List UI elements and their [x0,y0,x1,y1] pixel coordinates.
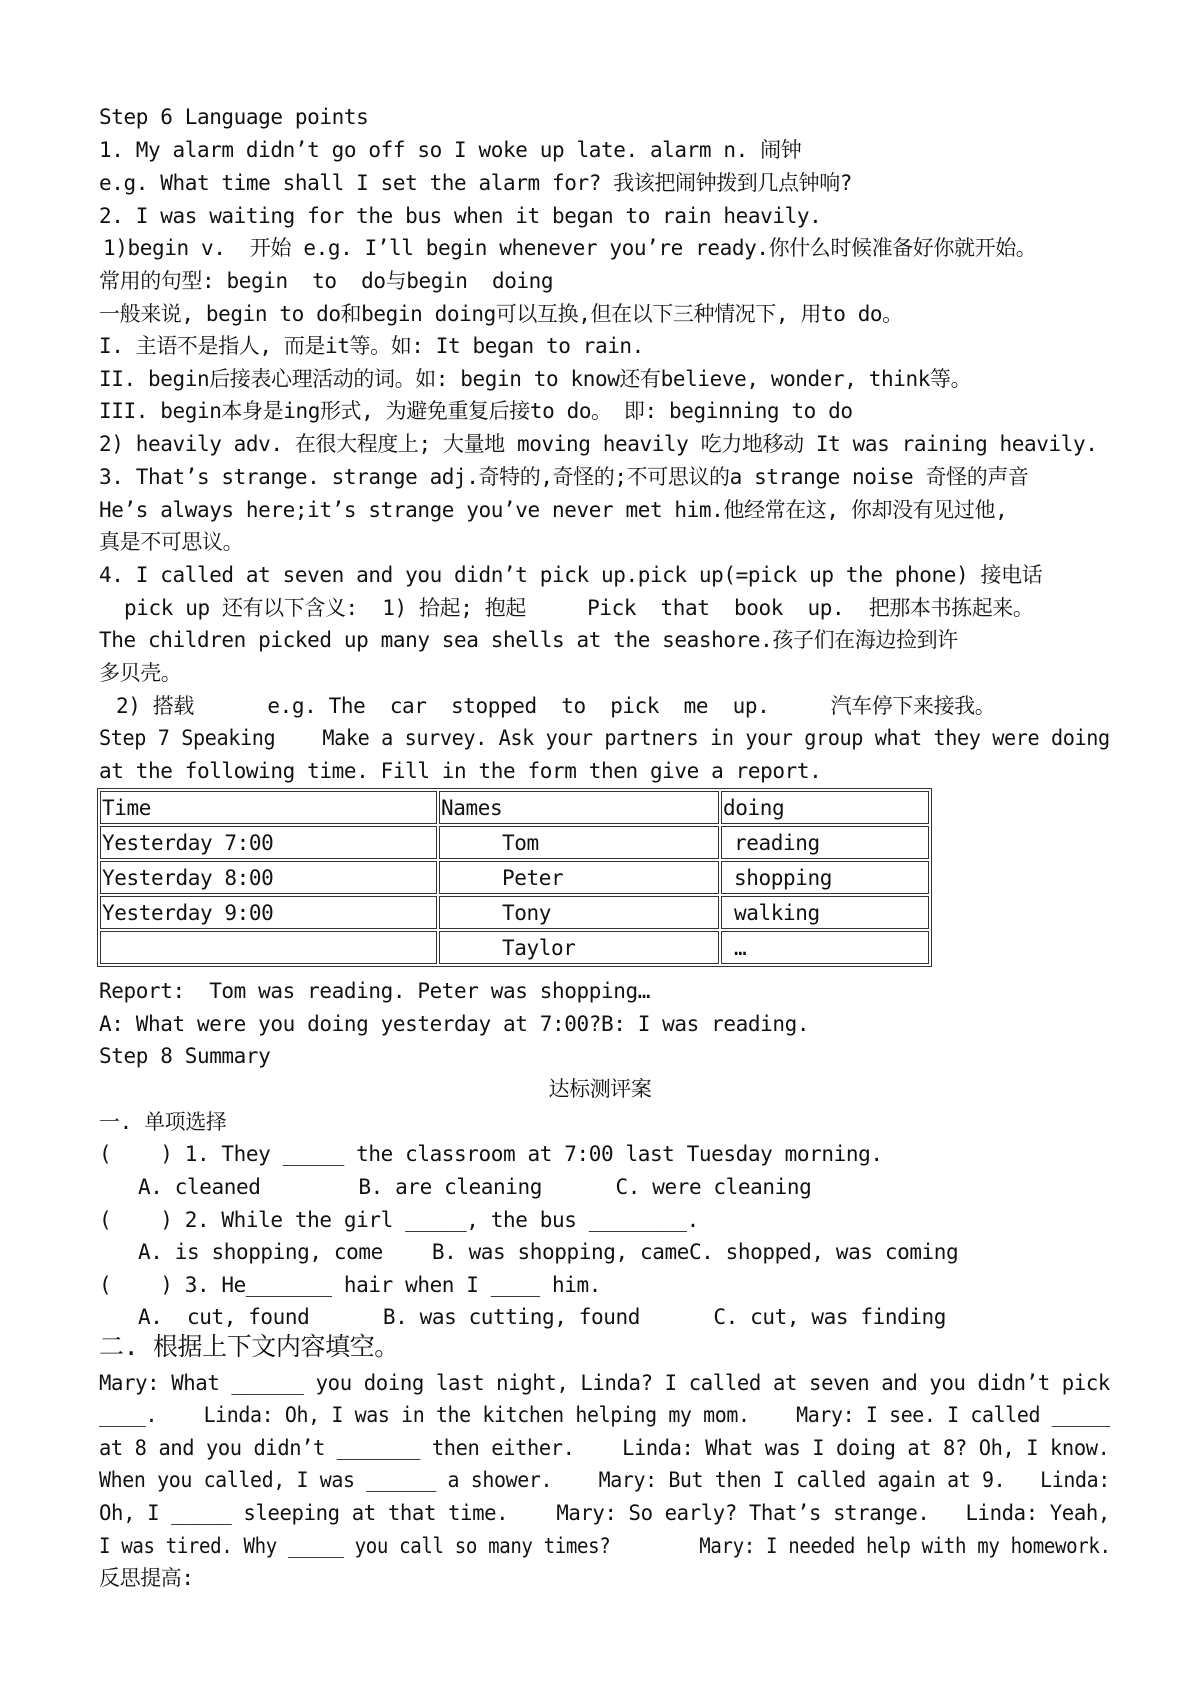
rule-ii: II. begin后接表心理活动的词。如: begin to know还有believe, wonder, think等。 [99,367,972,391]
fill-passage-line: at 8 and you didn’t _______ then either. Linda: What was I doing at 8? Oh, I know. [99,1436,1110,1460]
cell-doing: shopping [721,861,929,894]
fill-passage-line: Mary: What ______ you doing last night, Linda? I called at seven and you didn’t pick [99,1371,1110,1395]
test-title: 达标测评案 [548,1077,652,1101]
cell-name: Tony [439,896,719,929]
section1-title: 一. 单项选择 [99,1110,227,1134]
point1-example: e.g. What time shall I set the alarm for? 我该把闹钟拨到几点钟响? [99,171,853,195]
step6-heading: Step 6 Language points [99,105,369,129]
point3-example: He’s always here;it’s strange you’ve never met him.他经常在这, 你却没有见过他, [99,498,1008,522]
cell-name: Peter [439,861,719,894]
mc-question-1: ( ) 1. They _____ the classroom at 7:00 last Tuesday morning. [99,1142,883,1166]
fill-passage-line: Oh, I _____ sleeping at that time. Mary: So early? That’s strange. Linda: Yeah, [99,1501,1110,1525]
step7-text: Step 7 Speaking Make a survey. Ask your partners in your group what they were doing [99,726,1110,750]
cell-time: Yesterday 7:00 [100,826,437,859]
cell-name: Taylor [439,931,719,964]
point4-example-cont: 多贝壳。 [99,661,182,685]
cell-doing: walking [721,896,929,929]
table-row [100,861,929,894]
report-line: Report: Tom was reading. Peter was shopping… [99,979,650,1003]
cell-name: Tom [439,826,719,859]
pattern-line: 常用的句型: begin to do与begin doing [99,269,554,293]
dialogue-line: A: What were you doing yesterday at 7:00?B: I was reading. [99,1012,810,1036]
fill-passage-line: ____. Linda: Oh, I was in the kitchen helping my mom. Mary: I see. I called _____ [99,1403,1110,1427]
header-doing: doing [721,791,929,824]
mc-question-2: ( ) 2. While the girl _____, the bus ________. [99,1208,699,1232]
point2-text: 2. I was waiting for the bus when it began to rain heavily. [99,204,822,228]
point4-text: 4. I called at seven and you didn’t pick up.pick up(=pick up the phone) 接电话 [99,563,1043,587]
table-row [100,826,929,859]
point4-sub1: pick up 还有以下含义: 1) 拾起; 抱起 Pick that book up. 把那本书拣起来。 [124,596,1034,620]
point3-text: 3. That’s strange. strange adj.奇特的,奇怪的;不可思议的a strange noise 奇怪的声音 [99,465,1029,489]
step8-heading: Step 8 Summary [99,1044,271,1068]
mc-options-1: A. cleaned B. are cleaning C. were cleaning [138,1175,812,1199]
cell-time [100,931,437,964]
header-names: Names [439,791,719,824]
reflection-heading: 反思提高: [99,1566,194,1590]
point2-sub1: 1)begin v. 开始 e.g. I’ll begin whenever you’re ready.你什么时候准备好你就开始。 [103,236,1037,260]
mc-options-3: A. cut, found B. was cutting, found C. cut, was finding [138,1305,947,1329]
rule-iii: III. begin本身是ing形式, 为避免重复后接to do。 即: beginning to do [99,399,853,423]
section2-title: 二. 根据上下文内容填空。 [99,1332,399,1361]
rule-i: I. 主语不是指人, 而是it等。如: It began to rain. [99,334,644,358]
table-row [100,896,929,929]
point4-sub2: 2) 搭载 e.g. The car stopped to pick me up. 汽车停下来接我。 [116,694,996,718]
fill-passage-line: I was tired. Why _____ you call so many times? Mary: I needed help with my homework. [99,1534,1111,1558]
cell-time: Yesterday 8:00 [100,861,437,894]
point2-sub2: 2) heavily adv. 在很大程度上; 大量地 moving heavily 吃力地移动 It was raining heavily. [99,432,1098,456]
rule-intro: 一般来说, begin to do和begin doing可以互换,但在以下三种情况下, 用to do。 [99,302,903,326]
cell-doing: reading [721,826,929,859]
table-row [100,931,929,964]
mc-question-3: ( ) 3. He_______ hair when I ____ him. [99,1273,601,1297]
mc-options-2: A. is shopping, come B. was shopping, cameC. shopped, was coming [138,1240,959,1264]
fill-passage-line: When you called, I was ______ a shower. Mary: But then I called again at 9. Linda: [99,1468,1110,1492]
survey-table [97,788,932,967]
point1-text: 1. My alarm didn’t go off so I woke up late. alarm n. 闹钟 [99,138,802,162]
step7-text-cont: at the following time. Fill in the form then give a report. [99,759,822,783]
cell-doing: … [721,931,929,964]
header-time: Time [100,791,437,824]
cell-time: Yesterday 9:00 [100,896,437,929]
point3-example-cont: 真是不可思议。 [99,530,244,554]
point4-example: The children picked up many sea shells at the seashore.孩子们在海边捡到许 [99,628,958,652]
table-header-row [100,791,929,824]
